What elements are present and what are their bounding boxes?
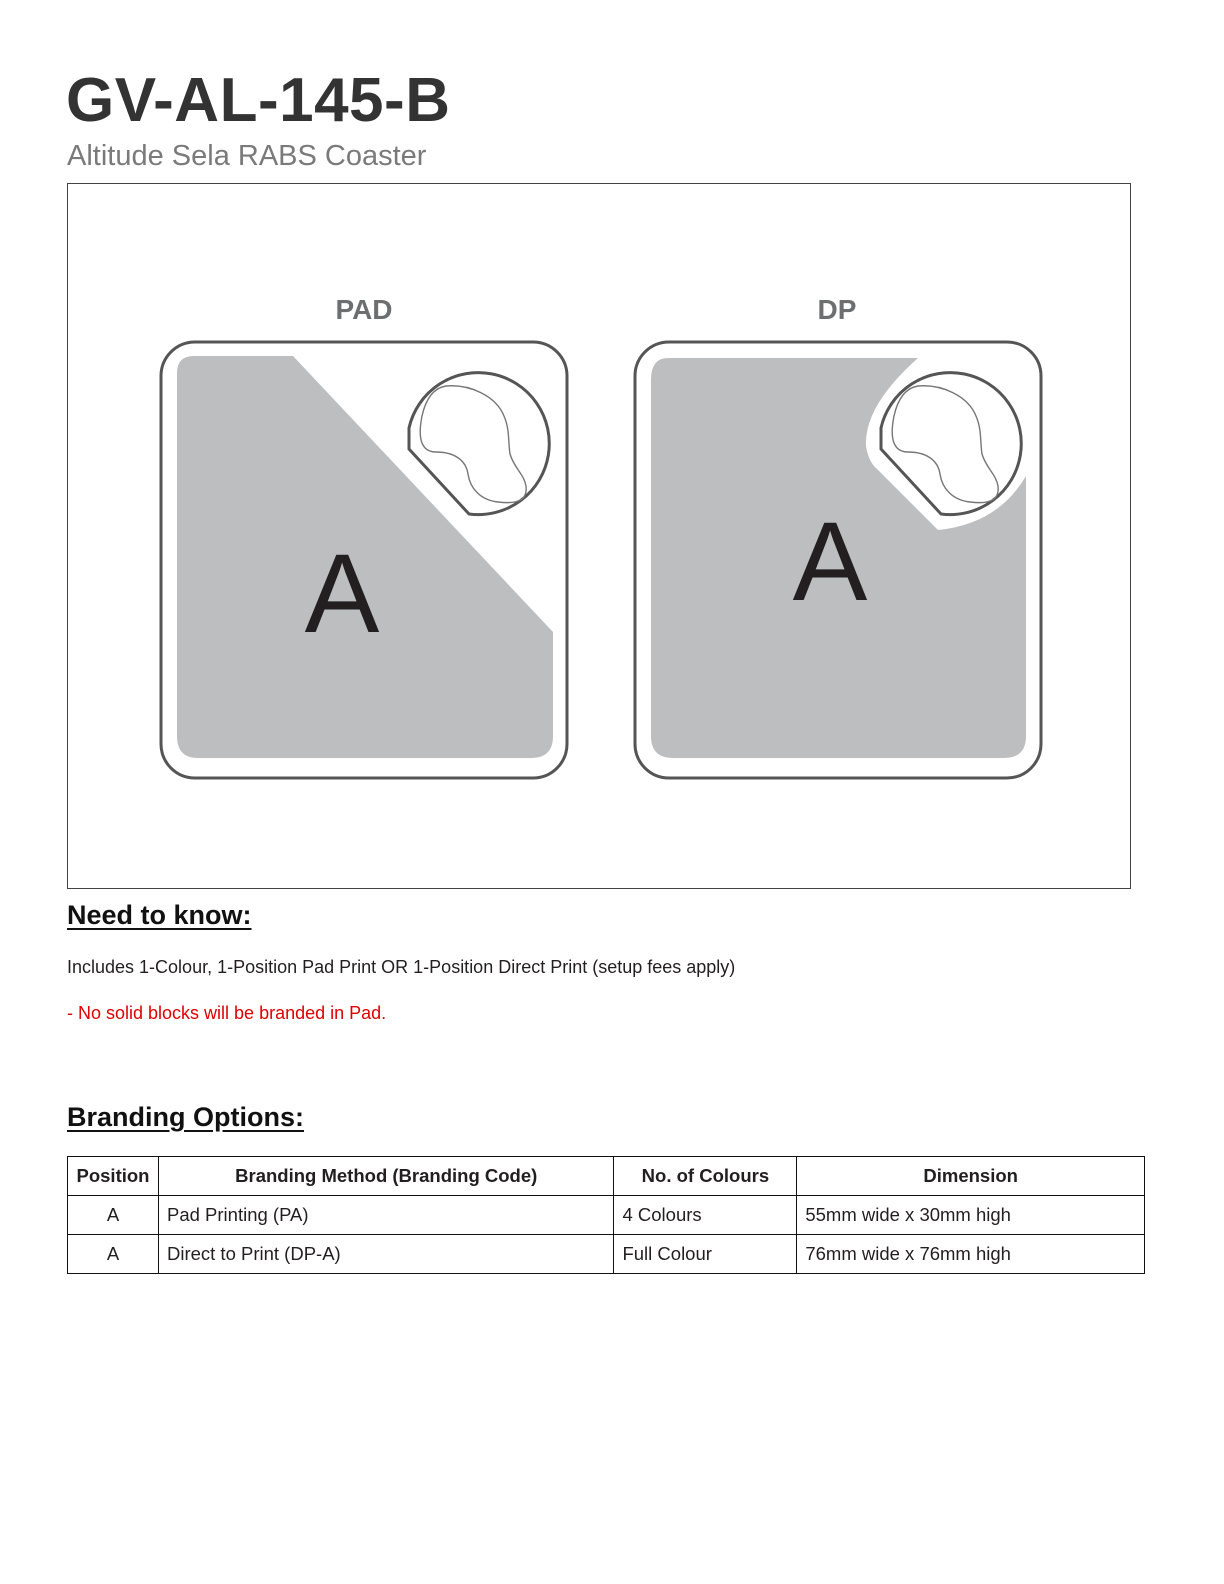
product-code: GV-AL-145-B	[66, 66, 451, 135]
pad-panel	[161, 294, 567, 778]
cell-branding-method: Direct to Print (DP-A)	[158, 1235, 613, 1274]
cell-dimension: 76mm wide x 76mm high	[797, 1235, 1145, 1274]
coaster-illustration	[68, 184, 1132, 890]
dp-position-label: A	[792, 499, 868, 624]
cell-dimension: 55mm wide x 30mm high	[797, 1196, 1145, 1235]
cell-position: A	[68, 1196, 159, 1235]
cell-branding-method: Pad Printing (PA)	[158, 1196, 613, 1235]
warning-note: - No solid blocks will be branded in Pad.	[67, 1003, 387, 1023]
table-row	[68, 1235, 1145, 1274]
cell-colours: Full Colour	[614, 1235, 797, 1274]
column-header-position: Position	[68, 1157, 159, 1196]
dp-panel-title: DP	[817, 294, 857, 325]
branding-options-table	[67, 1156, 1145, 1274]
table-row	[68, 1196, 1145, 1235]
pad-panel-title: PAD	[335, 294, 393, 325]
product-name: Altitude Sela RABS Coaster	[67, 140, 427, 172]
dp-panel	[635, 294, 1041, 778]
branding-options-heading: Branding Options:	[67, 1102, 304, 1132]
includes-note: Includes 1-Colour, 1-Position Pad Print OR 1-Position Direct Print (setup fees apply)	[67, 957, 736, 977]
cell-colours: 4 Colours	[614, 1196, 797, 1235]
cell-position: A	[68, 1235, 159, 1274]
column-header-dimension: Dimension	[797, 1157, 1145, 1196]
pad-position-label: A	[304, 531, 380, 656]
need-to-know-heading: Need to know:	[67, 900, 252, 930]
column-header-colours: No. of Colours	[614, 1157, 797, 1196]
table-header-row	[68, 1157, 1145, 1196]
column-header-branding-method: Branding Method (Branding Code)	[158, 1157, 613, 1196]
branding-diagram	[67, 183, 1131, 889]
